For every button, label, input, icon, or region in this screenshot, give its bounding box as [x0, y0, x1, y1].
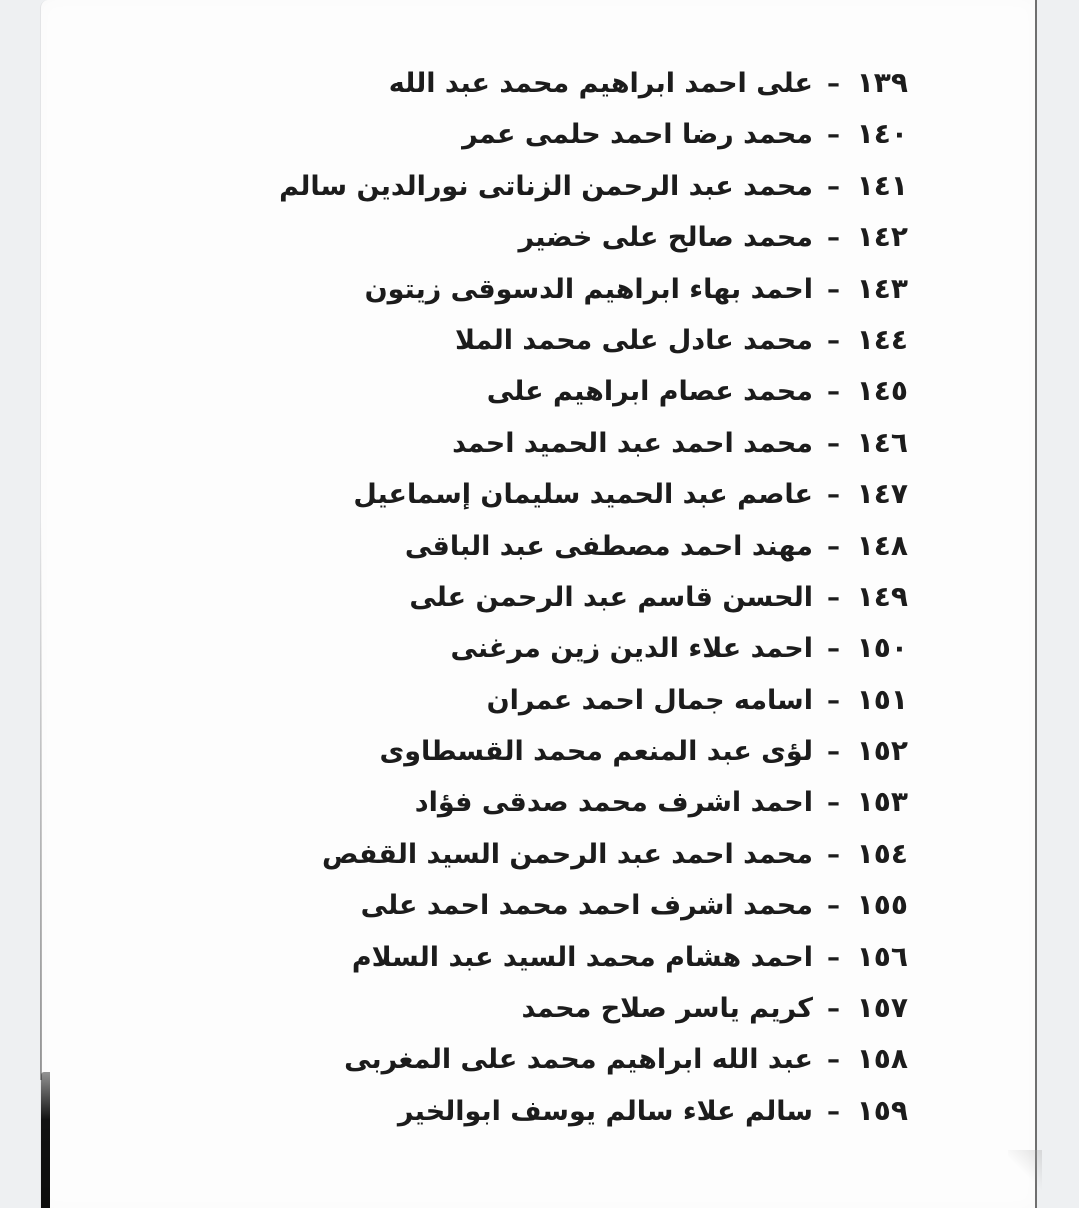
entry-name: احمد هشام محمد السيد عبد السلام	[351, 941, 813, 973]
dash-separator: –	[827, 120, 840, 151]
list-item	[60, 734, 908, 785]
entry-name: محمد اشرف احمد محمد احمد على	[360, 890, 813, 922]
entry-name: عبد الله ابراهيم محمد على المغربى	[344, 1044, 813, 1076]
list-item	[60, 1094, 908, 1145]
list-item	[60, 580, 908, 631]
entry-name: الحسن قاسم عبد الرحمن على	[409, 581, 813, 613]
entry-name: محمد صالح على خضير	[518, 222, 813, 254]
dash-separator: –	[827, 377, 840, 408]
entry-number: ١٥١	[856, 682, 908, 716]
dash-separator: –	[827, 942, 840, 973]
list-item	[60, 323, 908, 374]
entry-number: ١٤١	[856, 168, 908, 202]
entry-number: ١٤٩	[856, 579, 908, 613]
dash-separator: –	[827, 480, 840, 511]
entry-name: محمد عادل على محمد الملا	[455, 324, 813, 356]
entry-name: محمد احمد عبد الرحمن السيد القفص	[322, 838, 813, 870]
entry-name: اسامه جمال احمد عمران	[486, 684, 813, 716]
entry-number: ١٤٤	[856, 322, 908, 356]
list-item	[60, 1042, 908, 1093]
entry-number: ١٥٠	[856, 631, 908, 665]
entry-number: ١٤٢	[856, 220, 908, 254]
entry-number: ١٣٩	[856, 66, 908, 99]
dash-separator: –	[827, 582, 840, 613]
page-edge-shadow	[41, 1072, 50, 1208]
entry-name: محمد رضا احمد حلمى عمر	[462, 119, 813, 151]
entry-name: مهند احمد مصطفى عبد الباقى	[404, 530, 813, 562]
entry-number: ١٤٧	[856, 477, 908, 511]
dash-separator: –	[827, 428, 840, 459]
entry-name: احمد بهاء ابراهيم الدسوقى زيتون	[364, 273, 813, 305]
list-item	[60, 888, 908, 939]
entry-name: محمد عصام ابراهيم على	[486, 376, 813, 408]
entry-number: ١٥٢	[856, 734, 908, 768]
list-item	[60, 940, 908, 991]
dash-separator: –	[827, 737, 840, 768]
entry-number: ١٥٣	[856, 785, 908, 819]
names-list	[60, 66, 908, 1145]
dash-separator: –	[827, 223, 840, 254]
dash-separator: –	[827, 1045, 840, 1076]
entry-name: كريم ياسر صلاح محمد	[521, 993, 813, 1025]
dash-separator: –	[827, 634, 840, 665]
entry-name: احمد علاء الدين زين مرغنى	[450, 633, 813, 665]
entry-number: ١٤٥	[856, 374, 908, 408]
dash-separator: –	[827, 69, 840, 99]
list-item	[60, 837, 908, 888]
list-item	[60, 477, 908, 528]
entry-number: ١٥٤	[856, 836, 908, 870]
dash-separator: –	[827, 1096, 840, 1127]
list-item	[60, 785, 908, 836]
list-item	[60, 220, 908, 271]
list-item	[60, 117, 908, 168]
list-item	[60, 374, 908, 425]
list-item	[60, 272, 908, 323]
entry-name: محمد عبد الرحمن الزناتى نورالدين سالم	[279, 170, 813, 202]
list-item	[60, 426, 908, 477]
dash-separator: –	[827, 274, 840, 305]
dash-separator: –	[827, 171, 840, 202]
dash-separator: –	[827, 531, 840, 562]
entry-name: على احمد ابراهيم محمد عبد الله	[388, 68, 813, 99]
dash-separator: –	[827, 325, 840, 356]
entry-name: احمد اشرف محمد صدقى فؤاد	[414, 787, 813, 819]
entry-name: عاصم عبد الحميد سليمان إسماعيل	[353, 479, 813, 511]
list-item	[60, 991, 908, 1042]
page-edge-fade	[40, 520, 42, 1080]
page-corner-crease	[1008, 1150, 1042, 1208]
dash-separator: –	[827, 685, 840, 716]
entry-name: لؤى عبد المنعم محمد القسطاوى	[379, 736, 813, 768]
list-item	[60, 529, 908, 580]
dash-separator: –	[827, 788, 840, 819]
list-item	[60, 683, 908, 734]
dash-separator: –	[827, 839, 840, 870]
dash-separator: –	[827, 891, 840, 922]
list-item	[60, 169, 908, 220]
entry-number: ١٥٦	[856, 939, 908, 973]
entry-number: ١٤٨	[856, 528, 908, 562]
entry-number: ١٥٨	[856, 1042, 908, 1076]
entry-number: ١٤٣	[856, 271, 908, 305]
entry-number: ١٥٩	[856, 1093, 908, 1127]
entry-name: محمد احمد عبد الحميد احمد	[452, 427, 813, 459]
list-item	[60, 631, 908, 682]
entry-number: ١٤٦	[856, 425, 908, 459]
entry-number: ١٥٧	[856, 991, 908, 1025]
dash-separator: –	[827, 994, 840, 1025]
list-item	[60, 66, 908, 117]
entry-number: ١٥٥	[856, 888, 908, 922]
entry-number: ١٤٠	[856, 117, 908, 151]
entry-name: سالم علاء سالم يوسف ابوالخير	[397, 1095, 813, 1127]
